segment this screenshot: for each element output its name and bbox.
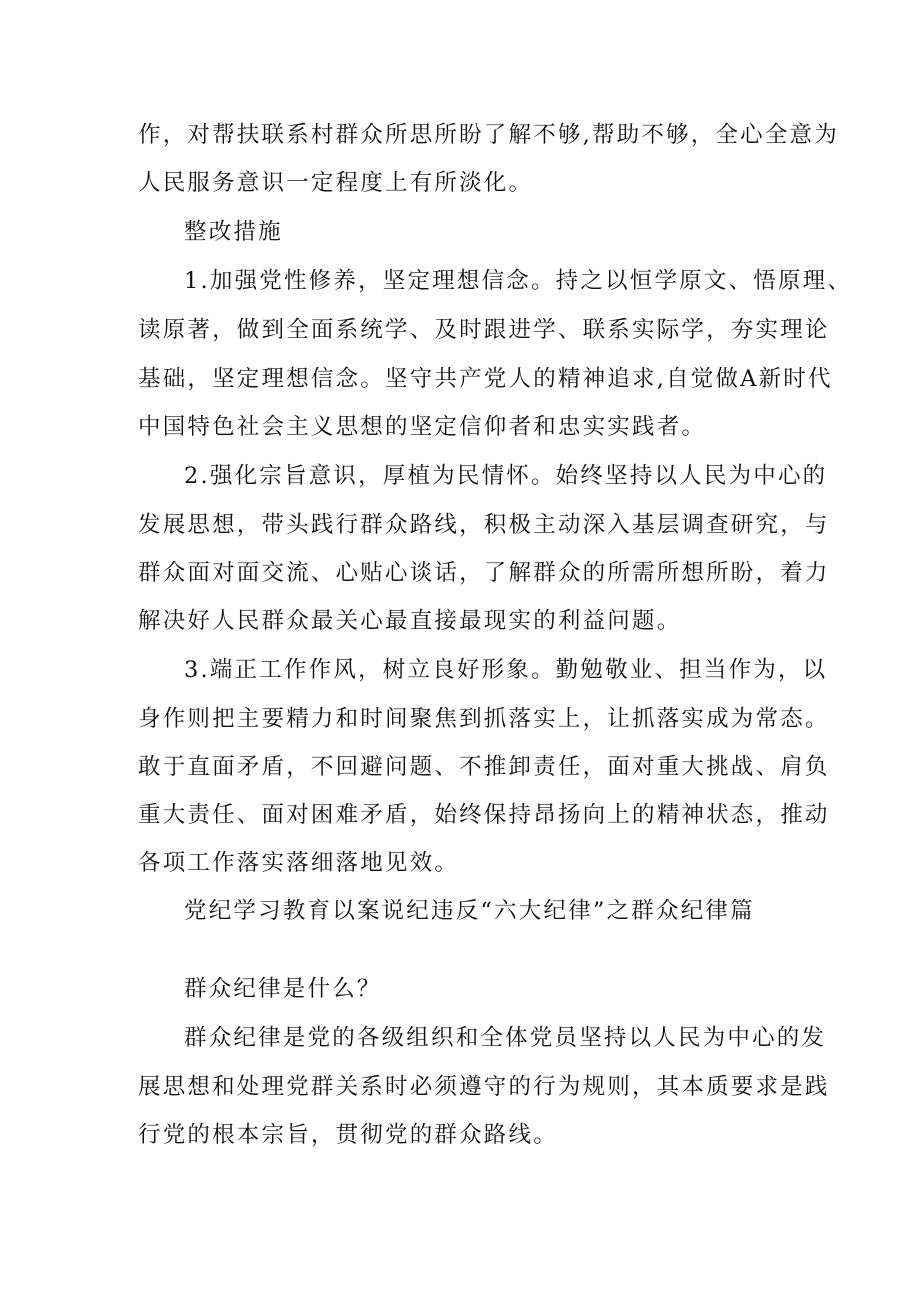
item3-line-3: 敢于直面矛盾，不回避问题、不推卸责任，面对重大挑战、肩负 <box>138 754 830 780</box>
rectification-heading: 整改措施 <box>184 219 283 245</box>
question-heading: 群众纪律是什么？ <box>184 976 382 1002</box>
answer-line-3: 行党的根本宗旨，贯彻党的群众路线。 <box>138 1122 558 1148</box>
intro-line-2: 人民服务意识一定程度上有所淡化。 <box>138 170 534 196</box>
answer-line-1: 群众纪律是党的各级组织和全体党员坚持以人民为中心的发 <box>184 1025 827 1051</box>
item2-line-4: 解决好人民群众最关心最直接最现实的利益问题。 <box>138 608 682 634</box>
item2-line-3: 群众面对面交流、心贴心谈话，了解群众的所需所想所盼，着力 <box>138 560 830 586</box>
intro-line-1: 作，对帮扶联系村群众所思所盼了解不够,帮助不够，全心全意为 <box>138 122 839 148</box>
answer-line-2: 展思想和处理党群关系时必须遵守的行为规则，其本质要求是践 <box>138 1074 830 1100</box>
item3-line-2: 身作则把主要精力和时间聚焦到抓落实上，让抓落实成为常态。 <box>138 706 830 732</box>
section-title: 党纪学习教育以案说纪违反“六大纪律”之群众纪律篇 <box>184 898 755 924</box>
item1-line-3: 基础，坚定理想信念。坚守共产党人的精神追求,自觉做A新时代 <box>138 366 833 392</box>
item2-line-2: 发展思想，带头践行群众路线，积极主动深入基层调查研究，与 <box>138 512 830 538</box>
item1-line-1: 1.加强党性修养，坚定理想信念。持之以恒学原文、悟原理、 <box>184 268 853 294</box>
item2-line-1: 2.强化宗旨意识，厚植为民情怀。始终坚持以人民为中心的 <box>184 463 828 489</box>
item1-line-2: 读原著，做到全面系统学、及时跟进学、联系实际学，夯实理论 <box>138 317 830 343</box>
item3-line-4: 重大责任、面对困难矛盾，始终保持昂扬向上的精神状态，推动 <box>138 802 830 828</box>
item1-line-4: 中国特色社会主义思想的坚定信仰者和忠实实践者。 <box>138 414 707 440</box>
item3-line-1: 3.端正工作作风，树立良好形象。勤勉敬业、担当作为，以 <box>184 657 828 683</box>
item3-line-5: 各项工作落实落细落地见效。 <box>138 850 460 876</box>
